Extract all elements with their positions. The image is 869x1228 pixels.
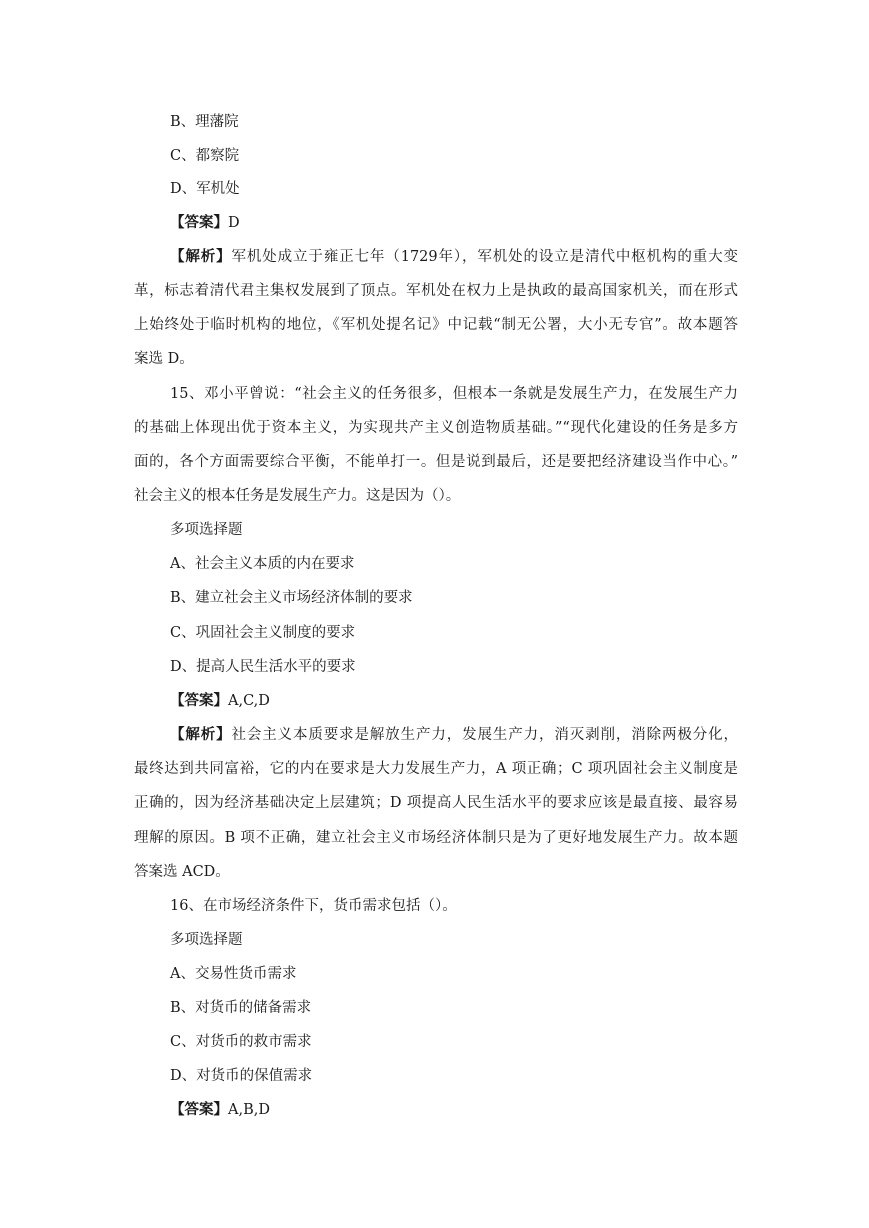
q15-analysis-label: 【解析】 [170,726,232,743]
q16-answer [170,1093,738,1127]
q14-analysis-line-2: 革，标志着清代君主集权发展到了顶点。军机处在权力上是执政的最高国家机关，而在形式 [134,283,738,299]
q15-option-c: C、巩固社会主义制度的要求 [170,625,356,641]
q16-option-c: C、对货币的救市需求 [170,1034,312,1050]
q15-answer-label: 【答案】 [170,692,228,709]
q14-answer [170,206,738,240]
q14-analysis-text-1: 军机处成立于雍正七年（1729年），军机处的设立是清代中枢机构的重大变 [231,249,738,265]
q14-option-d: D、军机处 [170,181,240,197]
q15-analysis-line-5: 答案选 ACD。 [134,864,230,880]
q15-analysis-text-1: 社会主义本质要求是解放生产力，发展生产力，消灭剥削，消除两极分化， [231,727,738,743]
q14-option-b: B、理藩院 [170,114,239,130]
q16-option-d: D、对货币的保值需求 [170,1068,313,1084]
q15-stem-line-4: 社会主义的根本任务是发展生产力。这是因为（）。 [134,488,461,504]
q16-answer-value: A,B,D [228,1102,270,1118]
q15-analysis-line-2: 最终达到共同富裕，它的内在要求是大力发展生产力，A 项正确；C 项巩固社会主义制度是 [134,761,738,777]
q16-option-a: A、交易性货币需求 [170,966,297,982]
q15-analysis-line-3: 正确的，因为经济基础决定上层建筑；D 项提高人民生活水平的要求应该是最直接、最容易 [134,795,738,811]
q15-answer [170,684,738,718]
q15-type: 多项选择题 [170,522,243,538]
q16-answer-label: 【答案】 [170,1101,228,1118]
q14-option-c: C、都察院 [170,148,240,164]
q15-analysis-line-4: 理解的原因。B 项不正确，建立社会主义市场经济体制只是为了更好地发展生产力。故本题 [134,830,738,846]
q14-analysis-line-1 [170,240,738,274]
q15-option-b: B、建立社会主义市场经济体制的要求 [170,590,413,606]
q15-stem-line-1: 15、邓小平曾说：“社会主义的任务很多，但根本一条就是发展生产力，在发展生产力 [170,386,738,402]
q14-analysis-line-3: 上始终处于临时机构的地位，《军机处提名记》中记载“制无公署，大小无专官”。故本题答 [134,317,738,333]
q16-stem: 16、在市场经济条件下，货币需求包括（）。 [170,898,457,914]
q14-answer-value: D [228,215,240,231]
q14-answer-label: 【答案】 [170,214,228,231]
q15-stem-line-3: 面的，各个方面需要综合平衡，不能单打一。但是说到最后，还是要把经济建设当作中心。” [134,454,738,470]
q14-analysis-label: 【解析】 [170,248,232,265]
q15-stem-line-2: 的基础上体现出优于资本主义，为实现共产主义创造物质基础。”“现代化建设的任务是多方 [134,420,738,436]
q15-option-d: D、提高人民生活水平的要求 [170,659,356,675]
q15-analysis-line-1 [170,718,738,752]
q15-answer-value: A,C,D [228,693,270,709]
q15-option-a: A、社会主义本质的内在要求 [170,556,355,572]
q16-option-b: B、对货币的储备需求 [170,1000,312,1016]
q14-analysis-line-4: 案选 D。 [134,351,194,367]
q16-type: 多项选择题 [170,932,243,948]
